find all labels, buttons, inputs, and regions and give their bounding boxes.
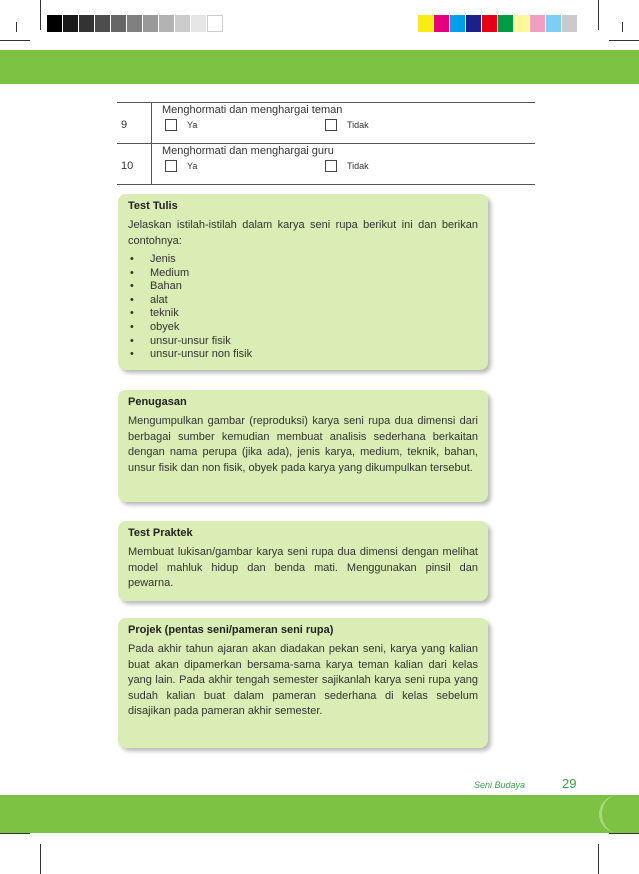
row-number: 9 <box>117 103 152 144</box>
crop-mark <box>40 0 41 30</box>
card-title: Penugasan <box>128 396 187 408</box>
table-row <box>117 144 535 185</box>
list-item: • obyek <box>128 321 478 335</box>
list-item: • Medium <box>128 267 478 281</box>
list-item: • unsur-unsur non fisik <box>128 348 478 362</box>
checkbox-no[interactable] <box>325 160 337 172</box>
option-no <box>322 160 369 172</box>
registration-mark <box>16 22 17 32</box>
option-yes <box>162 119 322 131</box>
list-item: • alat <box>128 294 478 308</box>
row-statement: Menghormati dan menghargai guru <box>162 145 334 157</box>
crop-mark <box>598 844 599 874</box>
penugasan-card <box>118 390 488 502</box>
option-yes-label: Ya <box>187 120 198 130</box>
registration-mark <box>622 22 623 32</box>
list-item: • teknik <box>128 307 478 321</box>
option-no-label: Tidak <box>347 120 369 130</box>
row-content <box>152 103 536 144</box>
attitude-assessment-table <box>117 102 535 185</box>
band-decoration <box>599 795 639 833</box>
card-body: Mengumpulkan gambar (reproduksi) karya seni rupa dua dimensi dari berbagai sumber kemudian membuat analisis sederhana berkaitan dengan nama perupa (jika ada), jenis karya, medium, teknik, bahan, unsur fisik dan non fisik, obyek pada karya yang dikumpulkan tersebut. <box>128 415 478 474</box>
top-green-band <box>0 50 639 84</box>
option-no <box>322 119 369 131</box>
row-options <box>162 160 535 172</box>
list-item: • Bahan <box>128 280 478 294</box>
crop-mark <box>0 833 30 834</box>
card-body: Jelaskan istilah-istilah dalam karya seni rupa berikut ini dan berikan contohnya: <box>128 219 478 247</box>
row-statement: Menghormati dan menghargai teman <box>162 104 343 116</box>
test-praktek-card <box>118 521 488 601</box>
crop-mark <box>0 40 30 41</box>
crop-mark <box>609 40 639 41</box>
card-body: Membuat lukisan/gambar karya seni rupa dua dimensi dengan melihat model mahluk hidup dan benda mati. Menggunakan pinsil dan pewarna. <box>128 546 478 589</box>
option-yes <box>162 160 322 172</box>
list-item: • unsur-unsur fisik <box>128 335 478 349</box>
bottom-green-band <box>0 795 639 833</box>
term-list <box>128 253 478 362</box>
row-number: 10 <box>117 144 152 185</box>
row-options <box>162 119 535 131</box>
checkbox-yes[interactable] <box>165 119 177 131</box>
page-number: 29 <box>562 776 577 791</box>
test-tulis-card <box>118 194 488 370</box>
checkbox-yes[interactable] <box>165 160 177 172</box>
card-title: Test Tulis <box>128 200 178 212</box>
book-title: Seni Budaya <box>474 780 526 790</box>
projek-card <box>118 618 488 748</box>
checkbox-no[interactable] <box>325 119 337 131</box>
crop-mark <box>609 833 639 834</box>
option-yes-label: Ya <box>187 161 198 171</box>
card-body: Pada akhir tahun ajaran akan diadakan pekan seni, karya yang kalian buat akan dipamerkan bersama-sama karya teman kalian dari kelas yang lain. Pada akhir tengah semester sajikanlah karya seni rupa yang sudah kalian buat dalam pameran sederhana di kelas sebelum disajikan pada pameran akhir semester. <box>128 643 478 717</box>
crop-mark <box>40 844 41 874</box>
option-no-label: Tidak <box>347 161 369 171</box>
cmyk-color-bar <box>418 15 578 32</box>
list-item: • Jenis <box>128 253 478 267</box>
card-title: Test Praktek <box>128 527 193 539</box>
row-content <box>152 144 536 185</box>
crop-mark <box>598 0 599 30</box>
grayscale-color-bar <box>47 15 223 32</box>
card-title: Projek (pentas seni/pameran seni rupa) <box>128 624 334 636</box>
table-row <box>117 103 535 144</box>
